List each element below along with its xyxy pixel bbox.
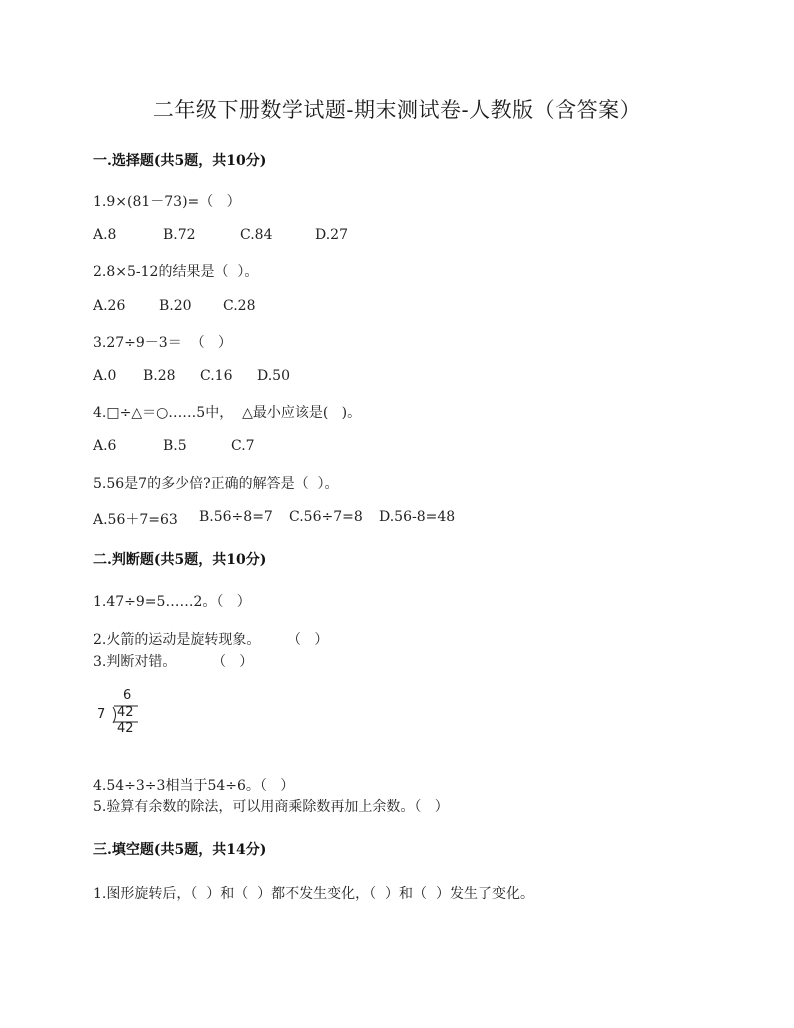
question-text: 3.27÷9－3＝ （ ）	[93, 335, 232, 351]
product: 42	[117, 721, 134, 736]
option-c: C.84	[240, 227, 273, 243]
question-text: 5.验算有余数的除法，可以用商乘除数再加上余数。（ ）	[93, 799, 449, 815]
question-text: 2.8×5-12的结果是（ ）。	[93, 264, 259, 280]
dividend: 42	[117, 705, 134, 720]
question-text: 1.图形旋转后，（ ）和（ ）都不发生变化，（ ）和（ ）发生了变化。	[93, 886, 534, 902]
option-a: A.8	[93, 227, 117, 243]
question-text: 5.56是7的多少倍?正确的解答是（ ）。	[93, 476, 339, 492]
option-d: D.50	[257, 368, 290, 384]
option-a: A.0	[93, 368, 117, 384]
option-c: C.56÷7=8	[289, 509, 363, 525]
question-text: 1.47÷9=5……2。（ ）	[93, 594, 251, 610]
question-text: 3.判断对错。 （ ）	[93, 654, 254, 670]
long-division-figure	[93, 686, 153, 742]
quotient: 6	[123, 688, 132, 703]
question-text: 4.54÷3÷3相当于54÷6。（ ）	[93, 778, 295, 794]
divisor: 7	[97, 707, 106, 722]
option-d: D.27	[315, 227, 348, 243]
option-b: B.20	[159, 298, 192, 314]
option-b: B.72	[163, 227, 196, 243]
page-title: 二年级下册数学试题-期末测试卷-人教版（含答案）	[152, 98, 642, 122]
section-heading-judgement: 二.判断题(共5题，共10分)	[93, 552, 267, 568]
option-b: B.5	[163, 438, 187, 454]
option-a: A.56＋7=63	[93, 512, 178, 528]
option-d: D.56-8=48	[379, 509, 456, 525]
option-c: C.16	[200, 368, 233, 384]
option-c: C.28	[223, 298, 256, 314]
section-heading-fill: 三.填空题(共5题，共14分)	[93, 842, 267, 858]
option-b: B.56÷8=7	[199, 509, 273, 525]
option-c: C.7	[231, 438, 255, 454]
option-b: B.28	[143, 368, 176, 384]
question-text: 1.9×(81－73)=（ ）	[93, 194, 241, 210]
section-heading-choice: 一.选择题(共5题，共10分)	[93, 153, 267, 169]
question-text: 4.□÷△＝○……5中， △最小应该是( )。	[93, 405, 362, 421]
option-a: A.26	[93, 298, 126, 314]
option-a: A.6	[93, 438, 117, 454]
question-text: 2.火箭的运动是旋转现象。 （ ）	[93, 632, 329, 648]
